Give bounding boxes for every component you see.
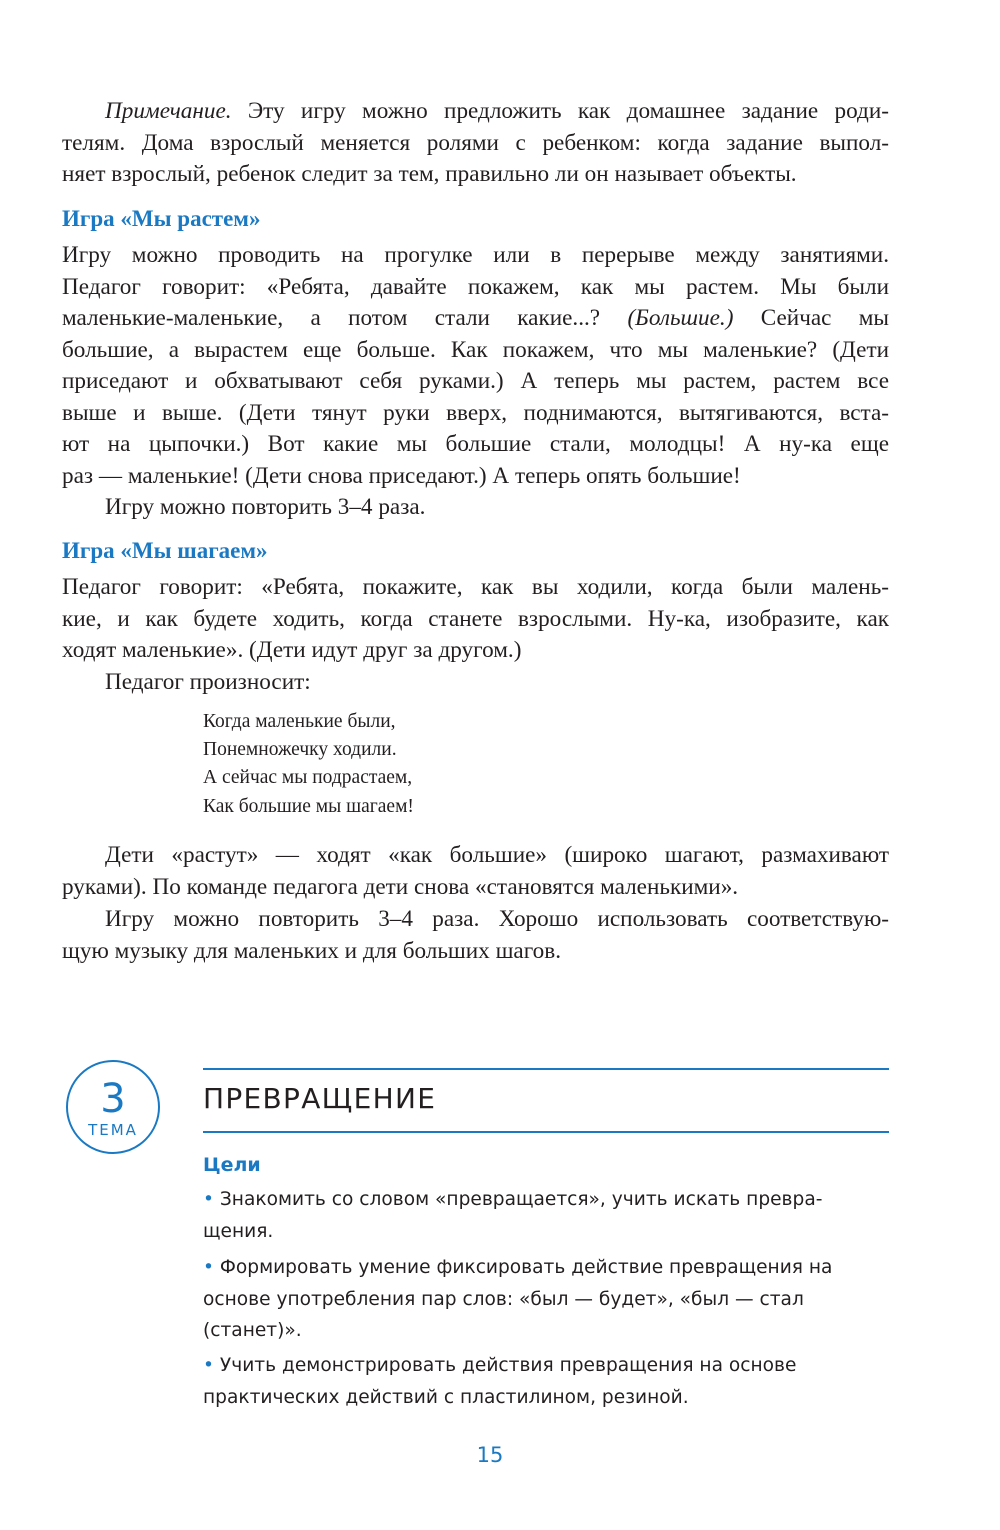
- goals-title: Цели: [203, 1154, 261, 1176]
- game2-line: кие, и как будете ходить, когда станете взрослыми. Ну-ка, изобразите, как: [62, 605, 889, 632]
- game1-line: маленькие-маленькие, а потом стали какие...? (Большие.) Сейчас мы: [62, 305, 890, 331]
- game2-final-line: щую музыку для маленьких и для больших шагов.: [62, 937, 561, 964]
- game2-after-line: руками). По команде педагога дети снова «становятся маленькими».: [62, 873, 739, 900]
- game1-line: Педагог говорит: «Ребята, давайте покажем, как мы растем. Мы были: [62, 273, 889, 300]
- topic-number: 3: [100, 1076, 126, 1122]
- poem-line: Понемножечку ходили.: [203, 739, 397, 761]
- poem-line: Когда маленькие были,: [203, 711, 396, 732]
- note-line-3: няет взрослый, ребенок следит за тем, правильно ли он называет объекты.: [62, 161, 797, 187]
- game2-paragraph: [62, 572, 889, 698]
- game1-line: большие, а вырастем еще больше. Как покажем, что мы маленькие? (Дети: [62, 336, 889, 363]
- page-number: 15: [476, 1443, 504, 1467]
- game2-line: Педагог говорит: «Ребята, покажите, как вы ходили, когда были малень-: [62, 574, 889, 600]
- game1-answer: (Большие.): [627, 305, 734, 331]
- game1-repeat: Игру можно повторить 3–4 раза.: [105, 494, 426, 520]
- topic-title: ПРЕВРАЩЕНИЕ: [203, 1082, 437, 1115]
- bullet-icon: •: [203, 1355, 214, 1376]
- game1-line: выше и выше. (Дети тянут руки вверх, поднимаются, вытягиваются, вста-: [62, 399, 889, 426]
- goal-item: • Формировать умение фиксировать действие превращения на основе употребления пар слов: «был — будет», «был — стал (станет)».: [203, 1257, 833, 1341]
- topic-rule-bottom: [203, 1131, 889, 1133]
- game2-intro: Педагог произносит:: [105, 668, 311, 695]
- game1-line: приседают и обхватывают себя руками.) А теперь мы растем, растем все: [62, 368, 889, 394]
- game1-line: Игру можно проводить на прогулке или в перерыве между занятиями.: [62, 242, 889, 268]
- game2-title: Игра «Мы шагаем»: [62, 538, 268, 563]
- game1-line: раз — маленькие! (Дети снова приседают.) А теперь опять большие!: [62, 462, 741, 489]
- poem: [203, 708, 414, 821]
- game2-after-line: Дети «растут» — ходят «как большие» (широко шагают, размахивают: [105, 842, 889, 868]
- game2-line: ходят маленькие». (Дети идут друг за другом.): [62, 637, 522, 663]
- bullet-icon: •: [203, 1257, 214, 1278]
- note-label: Примечание.: [105, 98, 232, 124]
- game2-after: [62, 840, 889, 903]
- note-paragraph: [62, 96, 889, 191]
- note-line-1: Примечание. Эту игру можно предложить как домашнее задание роди-: [105, 98, 889, 124]
- topic-label: ТЕМА: [88, 1121, 138, 1139]
- bullet-icon: •: [203, 1189, 214, 1210]
- topic-badge: [66, 1060, 160, 1154]
- goal-item: • Учить демонстрировать действия превращения на основе практических действий с пластилином, резиной.: [203, 1355, 797, 1408]
- topic-rule-top: [203, 1068, 889, 1070]
- game2-final-line: Игру можно повторить 3–4 раза. Хорошо использовать соответствую-: [105, 906, 889, 932]
- game1-line: ют на цыпочки.) Вот какие мы большие стали, молодцы! А ну-ка еще: [62, 431, 889, 457]
- goal-item: • Знакомить со словом «превращается», учить искать превра-щения.: [203, 1189, 823, 1242]
- game1-paragraph: [62, 240, 889, 524]
- poem-line: А сейчас мы подрастаем,: [203, 767, 413, 789]
- note-line-2: телям. Дома взрослый меняется ролями с ребенком: когда задание выпол-: [62, 129, 889, 156]
- game1-title: Игра «Мы растем»: [62, 206, 261, 231]
- poem-line: Как большие мы шагаем!: [203, 795, 414, 817]
- game2-final: [62, 904, 889, 967]
